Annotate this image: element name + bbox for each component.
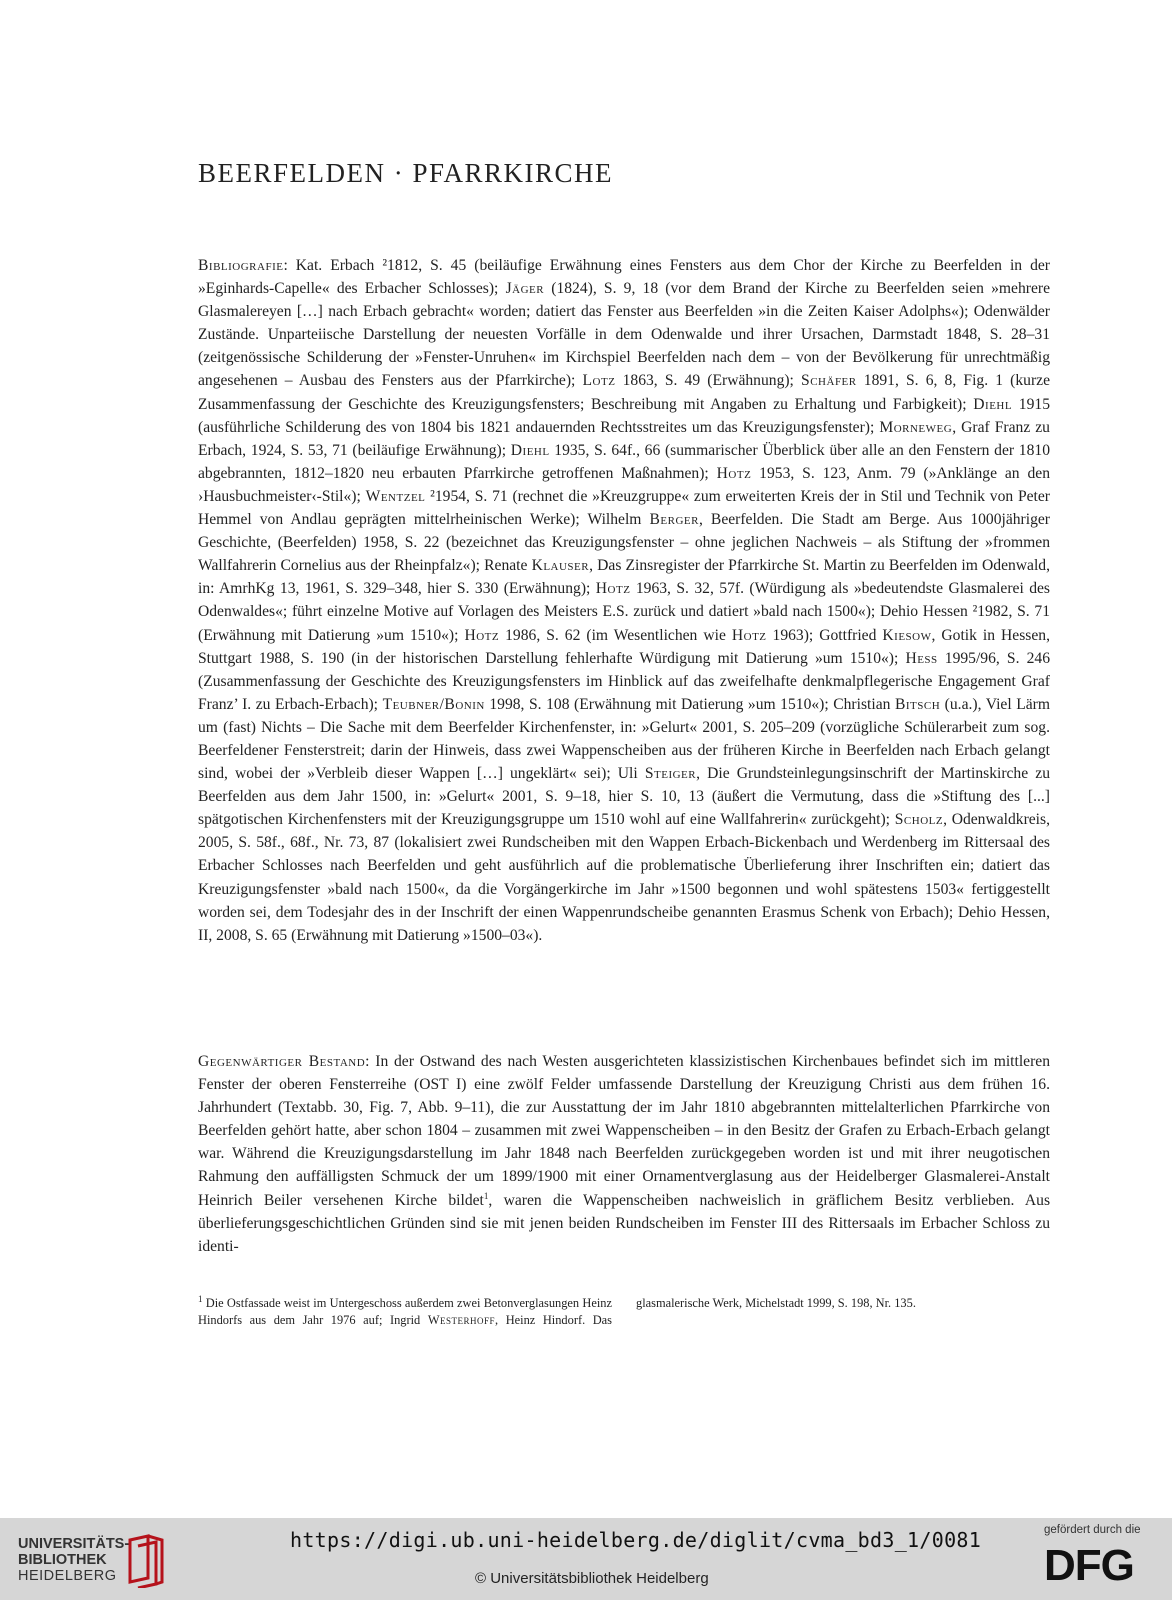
funding-label: gefördert durch die: [1044, 1524, 1141, 1536]
dfg-logo[interactable]: DFG: [1044, 1541, 1134, 1590]
bibliography-author: Diehl: [973, 395, 1013, 413]
library-name: [18, 1536, 129, 1584]
page-title: BEERFELDEN · PFARRKIRCHE: [198, 158, 614, 188]
bibliography-author: Berger: [649, 511, 699, 529]
current-state-text-continued: , waren die Wappenscheiben nachweislich in gräflichem Besitz verblieben. Aus überlieferungsgeschichtlichen Gründen sind sie mit jenen beiden Rundscheiben im Fenster III des Rittersaals im Erbacher Schloss zu identi-: [198, 1191, 1051, 1255]
footnote-mark: 1: [198, 1293, 203, 1304]
bibliography-text-segment: 1953, S. 123, Anm. 79 (»Anklänge an den ›Hausbuchmeister‹-Stil«);: [198, 464, 1050, 505]
current-state-paragraph: [198, 1050, 1050, 1258]
bibliography-text-segment: , Odenwaldkreis, 2005, S. 58f., 68f., Nr. 73, 87 (lokalisiert zwei Rundscheiben mit den Wappen Erbach-Bickenbach und Werdenberg im Rittersaal des Erbacher Schlosses nach Beerfelden und geht ausführlich auf die problematische Überlieferung ihrer Inschriften ein; datiert das Kreuzigungsfenster »bald nach 1500«, da die Vorgängerkirche im Jahr »1500 begonnen und wohl spätestens 1503« fertiggestellt worden sei, dem Todesjahr des in der Inschrift der einen Wappenrundscheibe genannten Erasmus Schenk von Erbach); Dehio Hessen, II, 2008, S. 65 (Erwähnung mit Datierung »1500–03«).: [198, 811, 1050, 944]
bibliography-author: Steiger: [644, 765, 697, 783]
footnote: [198, 1295, 1050, 1329]
bibliography-label: Bibliografie: [198, 257, 284, 274]
bibliography-text-segment: , Graf Franz zu Erbach, 1924, S. 53, 71 (beiläufige Erwähnung);: [198, 418, 1050, 459]
bibliography-author: Hess: [905, 649, 938, 667]
current-state-label: Gegenwärtiger Bestand: [198, 1053, 366, 1070]
current-state-text: : In der Ostwand des nach Westen ausgerichteten klassizistischen Kirchenbaues befindet sich im mittleren Fenster der oberen Fensterreihe (OST I) eine zwölf Felder umfassende Darstellung der Kreuzigung Christi aus dem frühen 16. Jahrhundert (Textabb. 30, Fig. 7, Abb. 9–11), die zur Ausstattung der im Jahr 1810 abgebrannten mittelalterlichen Pfarrkirche von Beerfelden gehört hatte, aber schon 1804 – zusammen mit zwei Wappenscheiben – in den Besitz der Grafen zu Erbach-Erbach gelangt war. Während die Kreuzigungsdarstellung im Jahr 1848 nach Beerfelden zurückgegeben worden ist und mit ihrer neugotischen Rahmung den auffälligsten Schmuck der um 1899/1900 mit einer Ornamentverglasung aus der Heidelberger Glasmalerei-Anstalt Heinrich Beiler versehenen Kirche bildet: [198, 1053, 1051, 1209]
library-name-line1: UNIVERSITÄTS-: [18, 1536, 130, 1552]
bibliography-text-segment: , Das Zinsregister der Pfarrkirche St. Martin zu Beerfelden im Odenwald, in: AmrhKg 13, 1961, S. 329–348, hier S. 330 (Erwähnung);: [198, 557, 1050, 598]
bibliography-author: Morneweg: [879, 418, 953, 436]
bibliography-author: Hotz: [595, 580, 631, 598]
bibliography-author: Diehl: [510, 441, 550, 459]
library-name-line3: HEIDELBERG: [18, 1568, 117, 1584]
footnote-text-continued: , Heinz Hindorf. Das glasmalerische Werk, Michelstadt 1999, S. 198, Nr. 135.: [495, 1296, 916, 1327]
footer-bar: [0, 1518, 1172, 1600]
bibliography-text-segment: ²1954, S. 71 (rechnet die »Kreuzgruppe« zum erweiterten Kreis der in Stil und Technik von Peter Hemmel von Andlau geprägten mittelrheinischen Werke); Wilhelm: [198, 487, 1050, 529]
bibliography-text-segment: , Gotik in Hessen, Stuttgart 1988, S. 190 (in der historischen Darstellung fehlerhafte Würdigung mit Datierung »um 1510«);: [198, 626, 1050, 667]
copyright-notice: © Universitätsbibliothek Heidelberg: [475, 1570, 709, 1587]
bibliography-text-segment: (1824), S. 9, 18 (vor dem Brand der Kirche zu Beerfelden seien »mehrere Glasmalereyen […] nach Erbach gebracht« worden; datiert das Fenster aus Beerfelden »in die Zeiten Kaiser Adolphs«); Odenwälder Zustände. Unparteiische Darstellung der neuesten Vorfälle in dem Odenwalde und ihrer Ursachen, Darmstadt 1848, S. 28–31 (zeitgenössische Schilderung der »Fenster-Unruhen« im Kirchspiel Beerfelden nach dem – von der Bevölkerung für unrechtmäßig angesehenen – Ausbau des Fensters aus der Pfarrkirche);: [198, 280, 1050, 390]
bibliography-text: [198, 257, 1050, 944]
bibliography-author: Teubner/Bonin: [382, 695, 485, 713]
bibliography-author: Klauser: [531, 557, 590, 575]
bibliography-text-segment: 1963, S. 32, 57f. (Würdigung als »bedeutendste Glasmalerei des Odenwaldes«; führt einzelne Motive auf Vorlagen des Meisters E.S. zurück und datiert »bald nach 1500«); Dehio Hessen ²1982, S. 71 (Erwähnung mit Datierung »um 1510«);: [198, 580, 1050, 644]
bibliography-author: Scholz: [894, 811, 944, 829]
bibliography-author: Lotz: [582, 372, 616, 390]
permalink-url[interactable]: https://digi.ub.uni-heidelberg.de/diglit/cvma_bd3_1/0081: [290, 1528, 982, 1552]
bibliography-author: Kiesow: [882, 626, 932, 644]
bibliography-text-segment: , Die Grundsteinlegungsinschrift der Martinskirche zu Beerfelden aus dem Jahr 1500, in: »Gelurt« 2001, S. 9–18, hier S. 10, 13 (äußert die Vermutung, dass die »Stiftung des [...] spätgotischen Kirchenfensters mit der Kreuzigungsgruppe um 1510 wohl auf eine Wallfahrerin« zurückgeht);: [198, 765, 1050, 829]
library-name-line2: BIBLIOTHEK: [18, 1552, 107, 1568]
bibliography-text-segment: 1963); Gottfried: [766, 626, 883, 644]
bibliography-author: Jäger: [505, 280, 545, 298]
bibliography-author: Schäfer: [801, 372, 857, 390]
bibliography-paragraph: [198, 254, 1050, 947]
bibliography-author: Hotz: [716, 464, 752, 482]
bibliography-author: Hotz: [464, 626, 500, 644]
footnote-text: Die Ostfassade weist im Untergeschoss außerdem zwei Betonverglasungen Heinz Hindorfs aus dem Jahr 1976 auf; Ingrid: [198, 1296, 612, 1327]
bibliography-text-segment: 1998, S. 108 (Erwähnung mit Datierung »um 1510«); Christian: [484, 695, 895, 713]
bibliography-author: Bitsch: [894, 695, 941, 713]
bibliography-author: Hotz: [731, 626, 767, 644]
bibliography-text-segment: 1915 (ausführliche Schilderung des von 1804 bis 1821 andauernden Rechtsstreites um das Kreuzigungsfenster);: [198, 395, 1050, 436]
bibliography-author: Wentzel: [365, 487, 426, 505]
bibliography-text-segment: 1935, S. 64f., 66 (summarischer Überblick über alle an den Fenstern der 1810 abgebrannten, 1812–1820 neu erbauten Pfarrkirche getroffenen Maßnahmen);: [198, 441, 1050, 482]
bibliography-text-segment: : Kat. Erbach ²1812, S. 45 (beiläufige Erwähnung eines Fensters aus dem Chor der Kirche zu Beerfelden in der »Eginhards-Capelle« des Erbacher Schlosses);: [198, 257, 1050, 298]
bibliography-text-segment: (u.a.), Viel Lärm um (fast) Nichts – Die Sache mit dem Beerfelder Kirchenfenster, in: »Gelurt« 2001, S. 205–209 (vorzügliche Schülerarbeit zum sog. Beerfeldener Fensterstreit; darin der Hinweis, dass zwei Wappenscheiben aus der früheren Kirche in Beerfelden nach Erbach gelangt sind, wobei der »Verbleib dieser Wappen […] ungeklärt« sei); Uli: [198, 695, 1050, 783]
bibliography-text-segment: 1986, S. 62 (im Wesentlichen wie: [499, 626, 732, 644]
footnote-reference[interactable]: 1: [483, 1190, 489, 1201]
footnote-author: Westerhoff: [427, 1313, 496, 1327]
university-library-logo[interactable]: [18, 1532, 168, 1588]
bibliography-text-segment: 1891, S. 6, 8, Fig. 1 (kurze Zusammenfassung der Geschichte des Kreuzigungsfensters; Beschreibung mit Angaben zu Erhaltung und Farbigkeit);: [198, 372, 1051, 413]
bibliography-text-segment: , Beerfelden. Die Stadt am Berge. Aus 1000jähriger Geschichte, (Beerfelden) 1958, S. 22 (bezeichnet das Kreuzigungsfenster – ohne jeglichen Nachweis – als Stiftung der »frommen Wallfahrerin Cornelius aus der Rheinpfalz«); Renate: [198, 511, 1050, 575]
library-book-icon: [122, 1532, 168, 1588]
bibliography-text-segment: 1863, S. 49 (Erwähnung);: [615, 372, 802, 390]
bibliography-text-segment: 1995/96, S. 246 (Zusammenfassung der Geschichte des Kreuzigungsfensters im Hinblick auf das zweifelhafte denkmalpflegerische Engagement Graf Franz’ I. zu Erbach-Erbach);: [198, 649, 1050, 713]
